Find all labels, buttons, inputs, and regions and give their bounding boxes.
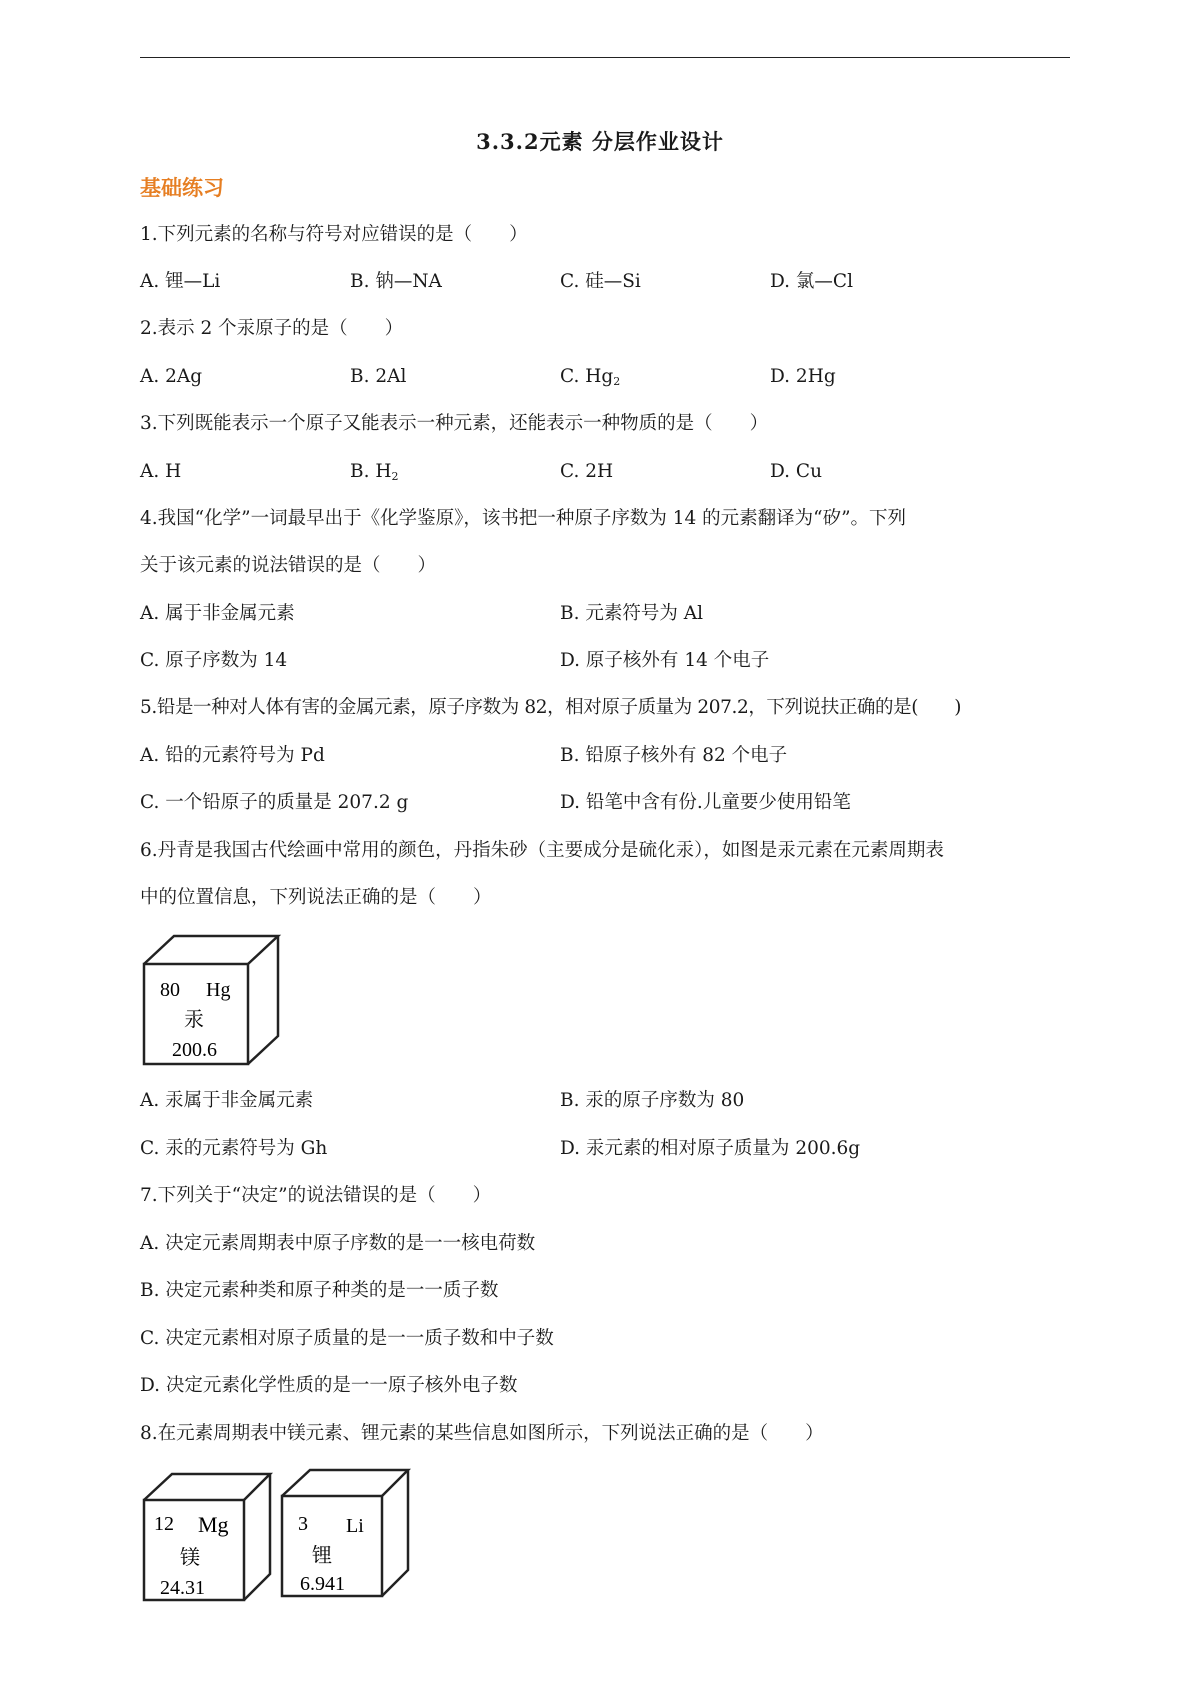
q6-option-c: C. 汞的元素符号为 Gh [140,1138,328,1159]
lithium-symbol: Li [346,1515,364,1537]
q3-option-b [350,463,399,482]
question-4-stem-line1: 4.我国“化学”一词最早出于《化学鉴原》，该书把一种原子序数为 14 的元素翻译为“矽”。下列 [140,508,907,529]
q3-option-b-text: B. H [350,461,392,482]
mercury-symbol: Hg [206,979,231,1001]
question-8-stem: 8.在元素周期表中镁元素、锂元素的某些信息如图所示，下列说法正确的是（ ） [140,1423,824,1444]
q1-option-c: C. 硅—Si [560,271,641,292]
q2-option-d: D. 2Hg [770,366,836,387]
question-6-stem-line2: 中的位置信息，下列说法正确的是（ ） [140,887,492,908]
lithium-element-card [278,1466,413,1601]
q7-option-d: D. 决定元素化学性质的是一一原子核外电子数 [140,1375,518,1396]
q5-option-a: A. 铅的元素符号为 Pd [140,745,325,766]
q2-option-a: A. 2Ag [140,366,203,387]
header-rule [140,57,1070,58]
q2-option-c [560,368,620,387]
lithium-number: 3 [298,1513,308,1535]
q7-option-c: C. 决定元素相对原子质量的是一一质子数和中子数 [140,1328,554,1349]
q5-option-b: B. 铅原子核外有 82 个电子 [560,745,788,766]
q4-option-a: A. 属于非金属元素 [140,603,295,624]
q2-option-b: B. 2Al [350,366,407,387]
q4-option-d: D. 原子核外有 14 个电子 [560,650,770,671]
q3-option-a: A. H [140,461,182,482]
q1-option-d: D. 氯—Cl [770,271,854,292]
question-4-stem-line2: 关于该元素的说法错误的是（ ） [140,555,437,576]
magnesium-number: 12 [154,1513,174,1535]
mercury-name: 汞 [184,1009,204,1031]
magnesium-name: 镁 [180,1547,200,1569]
q6-option-a: A. 汞属于非金属元素 [140,1090,314,1111]
mercury-element-card [140,932,290,1072]
q2-option-c-text: C. Hg [560,366,614,387]
question-6-stem-line1: 6.丹青是我国古代绘画中常用的颜色，丹指朱砂（主要成分是硫化汞），如图是汞元素在元素周期表 [140,840,944,861]
question-2-stem: 2.表示 2 个汞原子的是（ ） [140,318,404,339]
q4-option-c: C. 原子序数为 14 [140,650,288,671]
magnesium-mass: 24.31 [160,1577,205,1599]
q6-option-d: D. 汞元素的相对原子质量为 200.6g [560,1138,861,1159]
section-heading: 基础练习 [140,176,224,200]
magnesium-symbol: Mg [198,1512,229,1537]
q1-option-b: B. 钠—NA [350,271,442,292]
q5-option-d: D. 铅笔中含有份.儿童要少使用铅笔 [560,792,851,813]
mercury-mass: 200.6 [172,1039,217,1061]
q3-option-b-subscript: 2 [391,470,399,483]
question-5-stem: 5.铅是一种对人体有害的金属元素，原子序数为 82，相对原子质量为 207.2，下列说扶正确的是( ) [140,697,962,718]
question-7-stem: 7.下列关于“决定”的说法错误的是（ ） [140,1185,492,1206]
q6-option-b: B. 汞的原子序数为 80 [560,1090,745,1111]
q3-option-c: C. 2H [560,461,614,482]
lithium-mass: 6.941 [300,1573,345,1595]
q7-option-b: B. 决定元素种类和原子种类的是一一质子数 [140,1280,499,1301]
q3-option-d: D. Cu [770,461,823,482]
magnesium-element-card [140,1470,275,1605]
lithium-name: 锂 [312,1545,332,1567]
q7-option-a: A. 决定元素周期表中原子序数的是一一核电荷数 [140,1233,536,1254]
page-title: 3.3.2元素 分层作业设计 [476,129,724,154]
mercury-number: 80 [160,979,180,1001]
q5-option-c: C. 一个铅原子的质量是 207.2 g [140,792,409,813]
question-3-stem: 3.下列既能表示一个原子又能表示一种元素，还能表示一种物质的是（ ） [140,413,769,434]
q2-option-c-subscript: 2 [613,375,621,388]
q1-option-a: A. 锂—Li [140,271,221,292]
q4-option-b: B. 元素符号为 Al [560,603,704,624]
question-1-stem: 1.下列元素的名称与符号对应错误的是（ ） [140,224,528,245]
